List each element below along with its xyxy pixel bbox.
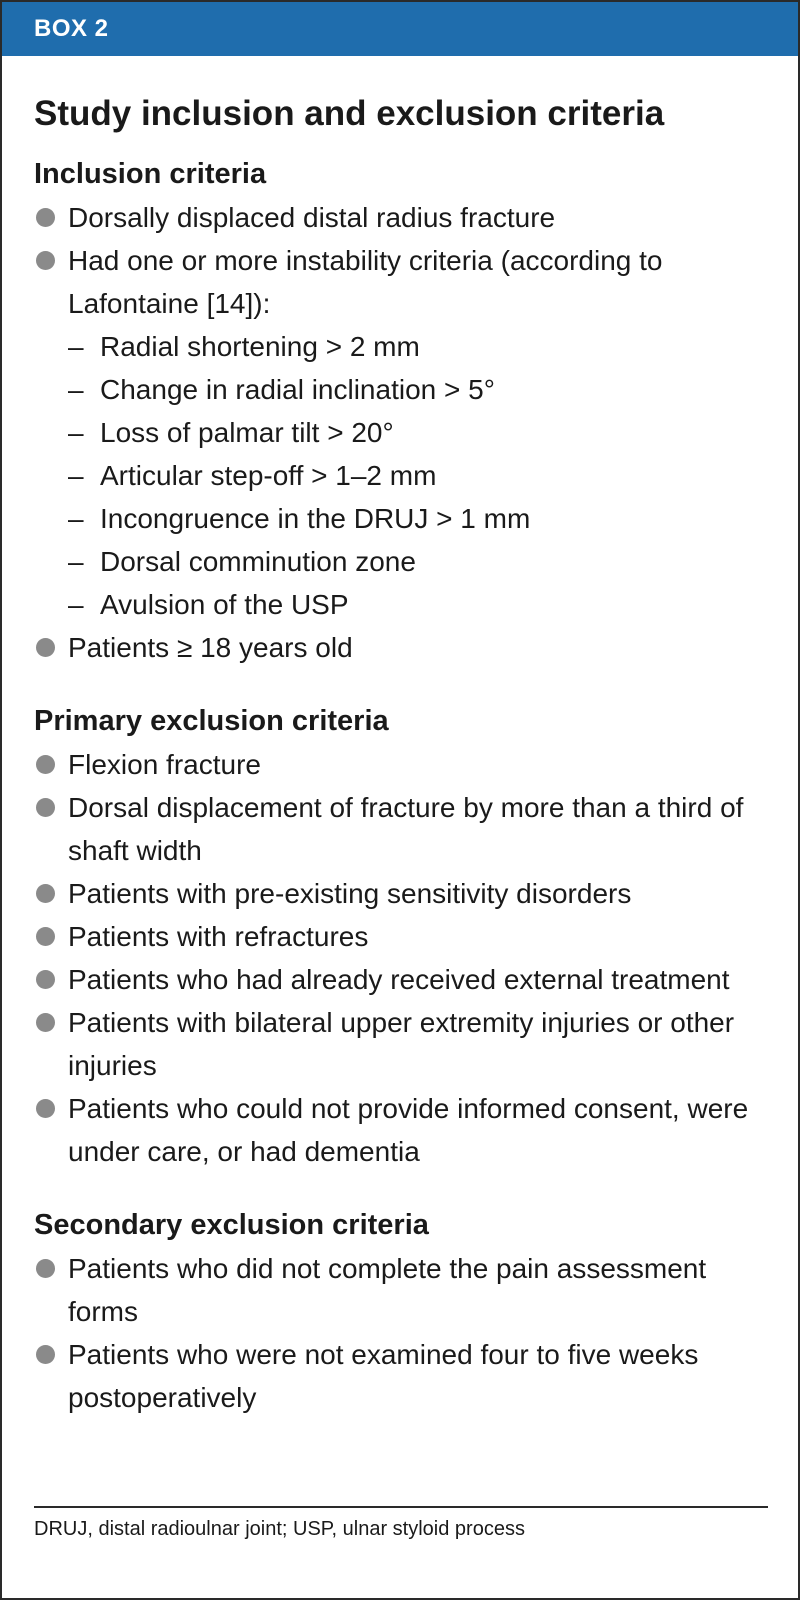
dash-icon: – <box>68 331 84 362</box>
section-spacer <box>34 669 772 703</box>
secondary-exclusion-section <box>34 1207 772 1419</box>
secondary-exclusion-heading: Secondary exclusion criteria <box>34 1209 429 1241</box>
sublist-item <box>68 583 772 626</box>
dash-icon: – <box>68 503 84 534</box>
bullet-dot-icon <box>36 1013 55 1032</box>
list-item-text: Flexion fracture <box>68 749 261 780</box>
list-item-text: Patients who did not complete the pain assessment forms <box>68 1253 707 1327</box>
sublist-item <box>68 497 772 540</box>
bullet-dot-icon <box>36 927 55 946</box>
box-title: Study inclusion and exclusion criteria <box>34 94 665 133</box>
sublist-item-text: Articular step-off > 1–2 mm <box>100 460 437 491</box>
list-item <box>34 743 772 786</box>
dash-icon: – <box>68 374 84 405</box>
box-label-header <box>2 2 798 56</box>
inclusion-list <box>34 196 772 669</box>
sublist-item <box>68 368 772 411</box>
list-item <box>34 958 772 1001</box>
list-item-text: Patients who could not provide informed consent, were under care, or had dementia <box>68 1093 749 1167</box>
dash-icon: – <box>68 546 84 577</box>
bullet-dot-icon <box>36 755 55 774</box>
bullet-dot-icon <box>36 251 55 270</box>
list-item-text: Had one or more instability criteria (according to Lafontaine [14]): <box>68 245 663 319</box>
list-item-text: Dorsal displacement of fracture by more than a third of shaft width <box>68 792 744 866</box>
list-item-text: Patients with pre-existing sensitivity disorders <box>68 878 632 909</box>
footnote-area <box>34 1506 768 1542</box>
list-item <box>34 786 772 872</box>
list-item-text: Patients who were not examined four to five weeks postoperatively <box>68 1339 699 1413</box>
primary-exclusion-section <box>34 703 772 1173</box>
abbreviations-footnote: DRUJ, distal radioulnar joint; USP, ulnar styloid process <box>34 1518 525 1540</box>
sublist-item-text: Loss of palmar tilt > 20° <box>100 417 394 448</box>
list-item-text: Patients who had already received external treatment <box>68 964 730 995</box>
bullet-dot-icon <box>36 638 55 657</box>
list-item-text: Patients with refractures <box>68 921 369 952</box>
footnote-divider <box>34 1506 768 1508</box>
sublist-item-text: Avulsion of the USP <box>100 589 349 620</box>
bullet-dot-icon <box>36 1099 55 1118</box>
list-item <box>34 915 772 958</box>
inclusion-section <box>34 156 772 669</box>
bullet-dot-icon <box>36 208 55 227</box>
section-spacer <box>34 1173 772 1207</box>
list-item <box>34 1001 772 1087</box>
list-item-text: Dorsally displaced distal radius fracture <box>68 202 556 233</box>
list-item <box>34 239 772 626</box>
list-item <box>34 872 772 915</box>
sublist-item-text: Radial shortening > 2 mm <box>100 331 420 362</box>
list-item <box>34 196 772 239</box>
sublist-item-text: Incongruence in the DRUJ > 1 mm <box>100 503 531 534</box>
list-item <box>34 1087 772 1173</box>
dash-icon: – <box>68 460 84 491</box>
primary-exclusion-heading: Primary exclusion criteria <box>34 705 389 737</box>
dash-icon: – <box>68 589 84 620</box>
box-content <box>2 56 798 1419</box>
sublist-item <box>68 411 772 454</box>
bullet-dot-icon <box>36 1259 55 1278</box>
bullet-dot-icon <box>36 884 55 903</box>
bullet-dot-icon <box>36 1345 55 1364</box>
inclusion-heading: Inclusion criteria <box>34 158 267 190</box>
list-item-text: Patients ≥ 18 years old <box>68 632 353 663</box>
dash-icon: – <box>68 417 84 448</box>
primary-exclusion-list <box>34 743 772 1173</box>
box-label: BOX 2 <box>34 15 109 42</box>
sublist-item-text: Dorsal comminution zone <box>100 546 416 577</box>
instability-sublist <box>68 325 772 626</box>
list-item <box>34 626 772 669</box>
sublist-item-text: Change in radial inclination > 5° <box>100 374 495 405</box>
sublist-item <box>68 540 772 583</box>
sublist-item <box>68 454 772 497</box>
bullet-dot-icon <box>36 798 55 817</box>
sublist-item <box>68 325 772 368</box>
list-item-text: Patients with bilateral upper extremity injuries or other injuries <box>68 1007 735 1081</box>
list-item <box>34 1247 772 1333</box>
bullet-dot-icon <box>36 970 55 989</box>
secondary-exclusion-list <box>34 1247 772 1419</box>
list-item <box>34 1333 772 1419</box>
